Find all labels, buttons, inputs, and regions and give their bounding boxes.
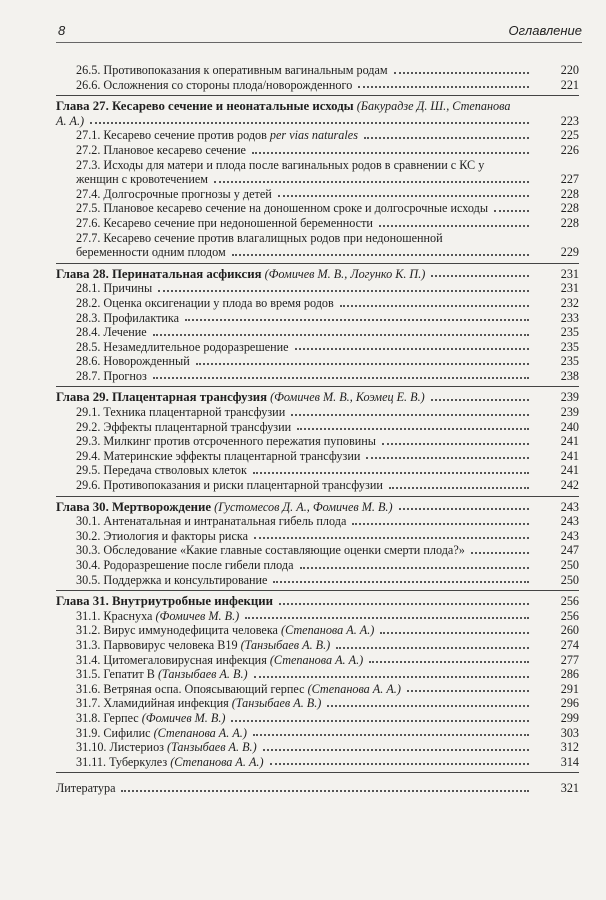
toc-section-entry[interactable] <box>56 340 579 355</box>
leader-dots <box>380 631 529 634</box>
page-ref: 233 <box>560 310 579 325</box>
leader-dots <box>431 398 529 401</box>
section-text: 29.4. Материнские эффекты плацентарной трансфузии <box>76 448 361 463</box>
toc-section-entry[interactable] <box>56 187 579 202</box>
section-author: (Танзыбаев А. В.) <box>231 696 322 711</box>
section-divider <box>56 772 579 773</box>
leader-dots <box>153 376 529 379</box>
leader-dots <box>407 689 529 692</box>
toc-section-entry[interactable] <box>56 420 579 435</box>
leader-dots <box>369 660 529 663</box>
section-text: 27.2. Плановое кесарево сечение <box>76 142 246 157</box>
page-ref: 243 <box>560 514 579 529</box>
section-text: 31.8. Герпес <box>76 710 142 725</box>
chapter-authors: (Фомичев М. В., Коэмец Е. В.) <box>270 390 425 405</box>
toc-section-entry[interactable] <box>56 696 579 711</box>
section-text: 26.5. Противопоказания к оперативным вагинальным родам <box>76 63 388 77</box>
toc-section-entry[interactable] <box>56 529 579 544</box>
leader-dots <box>297 427 529 430</box>
section-text: 30.4. Родоразрешение после гибели плода <box>76 558 294 572</box>
section-divider <box>56 496 579 497</box>
toc-section-entry[interactable] <box>56 573 579 588</box>
leader-dots <box>185 318 529 321</box>
section-text: 28.6. Новорожденный <box>76 354 190 369</box>
toc-section-entry[interactable] <box>56 667 579 682</box>
toc-section-entry[interactable] <box>56 325 579 340</box>
leader-dots <box>270 762 529 765</box>
section-text: 31.1. Краснуха <box>76 608 156 623</box>
leader-dots <box>252 151 529 154</box>
section-author: (Степанова А. А.) <box>269 652 364 667</box>
page-ref: 256 <box>560 608 579 623</box>
section-text: 30.2. Этиология и факторы риска <box>76 528 248 543</box>
section-author: (Танзыбаев А. В.) <box>157 667 248 682</box>
section-text: 29.1. Техника плацентарной трансфузии <box>76 405 286 420</box>
toc-section-entry[interactable] <box>56 63 579 78</box>
section-text: 27.1. Кесарево сечение против родов <box>76 128 270 143</box>
section-text: 31.6. Ветряная оспа. Опоясывающий герпес <box>76 681 308 696</box>
page-ref: 241 <box>560 463 579 478</box>
leader-dots <box>254 536 529 539</box>
chapter-authors: (Густомесов Д. А., Фомичев М. В.) <box>214 499 393 514</box>
leader-dots <box>273 580 529 583</box>
page-ref: 260 <box>560 623 579 638</box>
page-ref: 235 <box>560 325 579 340</box>
leader-dots <box>340 304 529 307</box>
section-text: 27.5. Плановое кесарево сечение на доношенном сроке и долгосрочные исходы <box>76 201 489 216</box>
page-ref: 239 <box>560 390 579 405</box>
page-ref: 299 <box>560 710 579 725</box>
page-ref: 231 <box>560 266 579 281</box>
leader-dots <box>253 733 529 736</box>
leader-dots <box>245 616 529 619</box>
toc-section-entry[interactable] <box>56 478 579 493</box>
leader-dots <box>366 456 529 459</box>
section-divider <box>56 263 579 264</box>
toc-section-entry[interactable] <box>56 638 579 653</box>
page-ref: 274 <box>560 637 579 652</box>
page-ref: 243 <box>560 528 579 543</box>
toc-chapter-entry[interactable] <box>56 594 579 609</box>
section-text: 31.10. Листериоз <box>76 740 168 755</box>
leader-dots <box>232 253 529 256</box>
toc-section-entry[interactable] <box>56 296 579 311</box>
page-ref: 240 <box>560 419 579 434</box>
toc-section-entry[interactable] <box>56 143 579 158</box>
toc-chapter-entry[interactable] <box>56 390 579 405</box>
leader-dots <box>153 333 529 336</box>
page-ref: 225 <box>560 128 579 143</box>
toc-section-entry[interactable] <box>56 726 579 741</box>
leader-dots <box>254 675 529 678</box>
toc-section-entry[interactable] <box>56 623 579 638</box>
toc-section-entry[interactable] <box>56 434 579 449</box>
leader-dots <box>158 289 529 292</box>
page-ref: 226 <box>560 142 579 157</box>
toc-section-entry[interactable] <box>56 543 579 558</box>
chapter-title: Глава 27. Кесарево сечение и неонатальные исходы <box>56 99 354 114</box>
page-ref: 231 <box>560 281 579 296</box>
page-ref: 243 <box>560 499 579 514</box>
section-text: 31.9. Сифилис <box>76 725 154 740</box>
section-text: 28.3. Профилактика <box>76 310 180 325</box>
section-text: 27.4. Долгосрочные прогнозы у детей <box>76 186 272 201</box>
toc-section-entry[interactable] <box>56 231 579 260</box>
page-header <box>56 20 582 43</box>
page-ref: 241 <box>560 448 579 463</box>
toc-section-entry[interactable] <box>56 463 579 478</box>
section-author: (Степанова А. А.) <box>170 754 264 769</box>
page-ref: 241 <box>560 434 579 449</box>
section-text: 31.4. Цитомегаловирусная инфекция <box>76 652 270 667</box>
page-ref: 296 <box>560 696 579 711</box>
leader-dots <box>431 274 529 277</box>
chapter-title: Глава 31. Внутриутробные инфекции <box>56 594 273 609</box>
section-text: 28.7. Прогноз <box>76 368 147 383</box>
toc-section-entry[interactable] <box>56 682 579 697</box>
toc-section-entry[interactable] <box>56 653 579 668</box>
section-text: 31.5. Гепатит В <box>76 667 158 682</box>
leader-dots <box>399 507 529 510</box>
toc-section-entry[interactable] <box>56 449 579 464</box>
leader-dots <box>263 748 529 751</box>
section-author: (Фомичев М. В.) <box>155 608 240 623</box>
section-text: 29.5. Передача стволовых клеток <box>76 463 247 478</box>
page-ref: 227 <box>560 172 579 187</box>
section-divider <box>56 95 579 96</box>
page-ref: 314 <box>560 754 579 769</box>
leader-dots <box>253 471 529 474</box>
section-text: Литература <box>56 781 116 796</box>
section-text: 30.3. Обследование «Какие главные составляющие оценки смерти плода?» <box>76 543 465 558</box>
section-text: 29.6. Противопоказания и риски плацентарной трансфузии <box>76 478 383 493</box>
toc-section-entry[interactable] <box>56 609 579 624</box>
section-text: 27.7. Кесарево сечение против влагалищных родов при недоношенной беременности одним плодом <box>76 230 443 260</box>
page-ref: 232 <box>560 295 579 310</box>
toc-section-entry[interactable] <box>56 158 579 187</box>
page-ref: 228 <box>560 215 579 230</box>
page-ref: 247 <box>560 543 579 558</box>
page-ref: 250 <box>560 558 579 572</box>
chapter-title: Глава 29. Плацентарная трансфузия <box>56 390 268 405</box>
section-text: 31.2. Вирус иммунодефицита человека <box>76 623 282 638</box>
leader-dots <box>382 442 529 445</box>
toc-section-entry[interactable] <box>56 369 579 384</box>
toc-section-entry[interactable] <box>56 201 579 216</box>
leader-dots <box>300 566 530 569</box>
leader-dots <box>291 413 529 416</box>
chapter-title: Глава 30. Мертворождение <box>56 499 212 514</box>
page-ref: 286 <box>560 667 579 682</box>
page-ref: 250 <box>560 572 579 587</box>
leader-dots <box>336 646 529 649</box>
section-text-italic: per vias naturales <box>269 128 358 143</box>
leader-dots <box>379 224 529 227</box>
toc-section-entry[interactable] <box>56 354 579 369</box>
toc-section-entry[interactable] <box>56 711 579 726</box>
section-author: (Фомичев М. В.) <box>141 710 226 725</box>
page-ref: 239 <box>560 405 579 420</box>
chapter-authors: (Бакурадзе Д. Ш., Степанова А. А.) <box>56 99 511 128</box>
toc-section-entry[interactable] <box>56 216 579 231</box>
section-author: (Танзыбаев А. В.) <box>167 740 257 755</box>
page-number: 8 <box>58 23 66 38</box>
toc-section-entry[interactable] <box>56 281 579 296</box>
leader-dots <box>121 789 529 792</box>
page-ref: 235 <box>560 354 579 369</box>
section-text: 28.4. Лечение <box>76 325 147 340</box>
leader-dots <box>214 180 529 183</box>
leader-dots <box>231 719 529 722</box>
page-ref: 321 <box>560 781 579 796</box>
leader-dots <box>295 347 529 350</box>
leader-dots <box>352 522 529 525</box>
leader-dots <box>196 362 529 365</box>
section-text: 29.3. Милкинг против отсроченного пережатия пуповины <box>76 434 376 449</box>
page-ref: 229 <box>560 245 579 260</box>
section-author: (Танзыбаев А. В.) <box>240 637 331 652</box>
section-text: 31.3. Парвовирус человека В19 <box>76 637 241 652</box>
page-ref: 303 <box>560 725 579 740</box>
page-ref: 312 <box>560 740 579 755</box>
section-text: 30.1. Антенатальная и интранатальная гибель плода <box>76 514 347 529</box>
toc-chapter-entry[interactable] <box>56 99 579 128</box>
leader-dots <box>494 209 529 212</box>
page-ref: 238 <box>560 368 579 383</box>
toc-literature-entry[interactable] <box>56 781 579 796</box>
toc-section-entry[interactable] <box>56 558 579 573</box>
page-ref: 221 <box>560 77 579 92</box>
page-ref: 235 <box>560 339 579 354</box>
chapter-authors: (Фомичев М. В., Логунко К. П.) <box>264 266 426 281</box>
section-text: 28.1. Причины <box>76 281 153 296</box>
section-author: (Степанова А. А.) <box>307 681 401 696</box>
section-text: 28.2. Оценка оксигенации у плода во время родов <box>76 295 334 310</box>
toc-section-entry[interactable] <box>56 311 579 326</box>
page-ref: 277 <box>560 652 579 667</box>
section-text: 27.6. Кесарево сечение при недоношенной беременности <box>76 215 373 230</box>
page-ref: 256 <box>560 594 579 609</box>
leader-dots <box>471 551 529 554</box>
toc-chapter-entry[interactable] <box>56 500 579 515</box>
section-text: 31.7. Хламидийная инфекция <box>76 696 232 711</box>
page-ref: 223 <box>560 113 579 128</box>
toc-section-entry[interactable] <box>56 405 579 420</box>
page-ref: 291 <box>560 681 579 696</box>
section-text: 28.5. Незамедлительное родоразрешение <box>76 339 289 354</box>
table-of-contents <box>56 63 579 796</box>
page-ref: 242 <box>560 478 579 493</box>
toc-section-entry[interactable] <box>56 514 579 529</box>
leader-dots <box>364 136 529 139</box>
leader-dots <box>394 71 529 74</box>
section-divider <box>56 590 579 591</box>
section-text: 27.3. Исходы для матери и плода после вагинальных родов в сравнении с КС у женщин с кровотечением <box>76 157 485 187</box>
toc-section-entry[interactable] <box>56 78 579 93</box>
leader-dots <box>278 194 529 197</box>
page-ref: 228 <box>560 186 579 201</box>
toc-chapter-entry[interactable] <box>56 267 579 282</box>
running-section-title: Оглавление <box>508 23 582 38</box>
page-ref: 228 <box>560 201 579 216</box>
section-author: (Степанова А. А.) <box>281 623 375 638</box>
section-text: 26.6. Осложнения со стороны плода/новорожденного <box>76 77 353 92</box>
leader-dots <box>279 602 529 605</box>
toc-section-entry[interactable] <box>56 755 579 770</box>
leader-dots <box>358 85 529 88</box>
section-divider <box>56 386 579 387</box>
chapter-title: Глава 28. Перинатальная асфиксия <box>56 266 262 281</box>
leader-dots <box>389 486 529 489</box>
leader-dots <box>327 704 529 707</box>
section-text: 30.5. Поддержка и консультирование <box>76 572 268 587</box>
page-ref: 220 <box>560 63 579 77</box>
toc-section-entry[interactable] <box>56 740 579 755</box>
toc-section-entry[interactable] <box>56 128 579 143</box>
section-text: 29.2. Эффекты плацентарной трансфузии <box>76 419 292 434</box>
leader-dots <box>90 121 529 124</box>
section-author: (Степанова А. А.) <box>153 725 247 740</box>
section-text: 31.11. Туберкулез <box>76 754 171 769</box>
